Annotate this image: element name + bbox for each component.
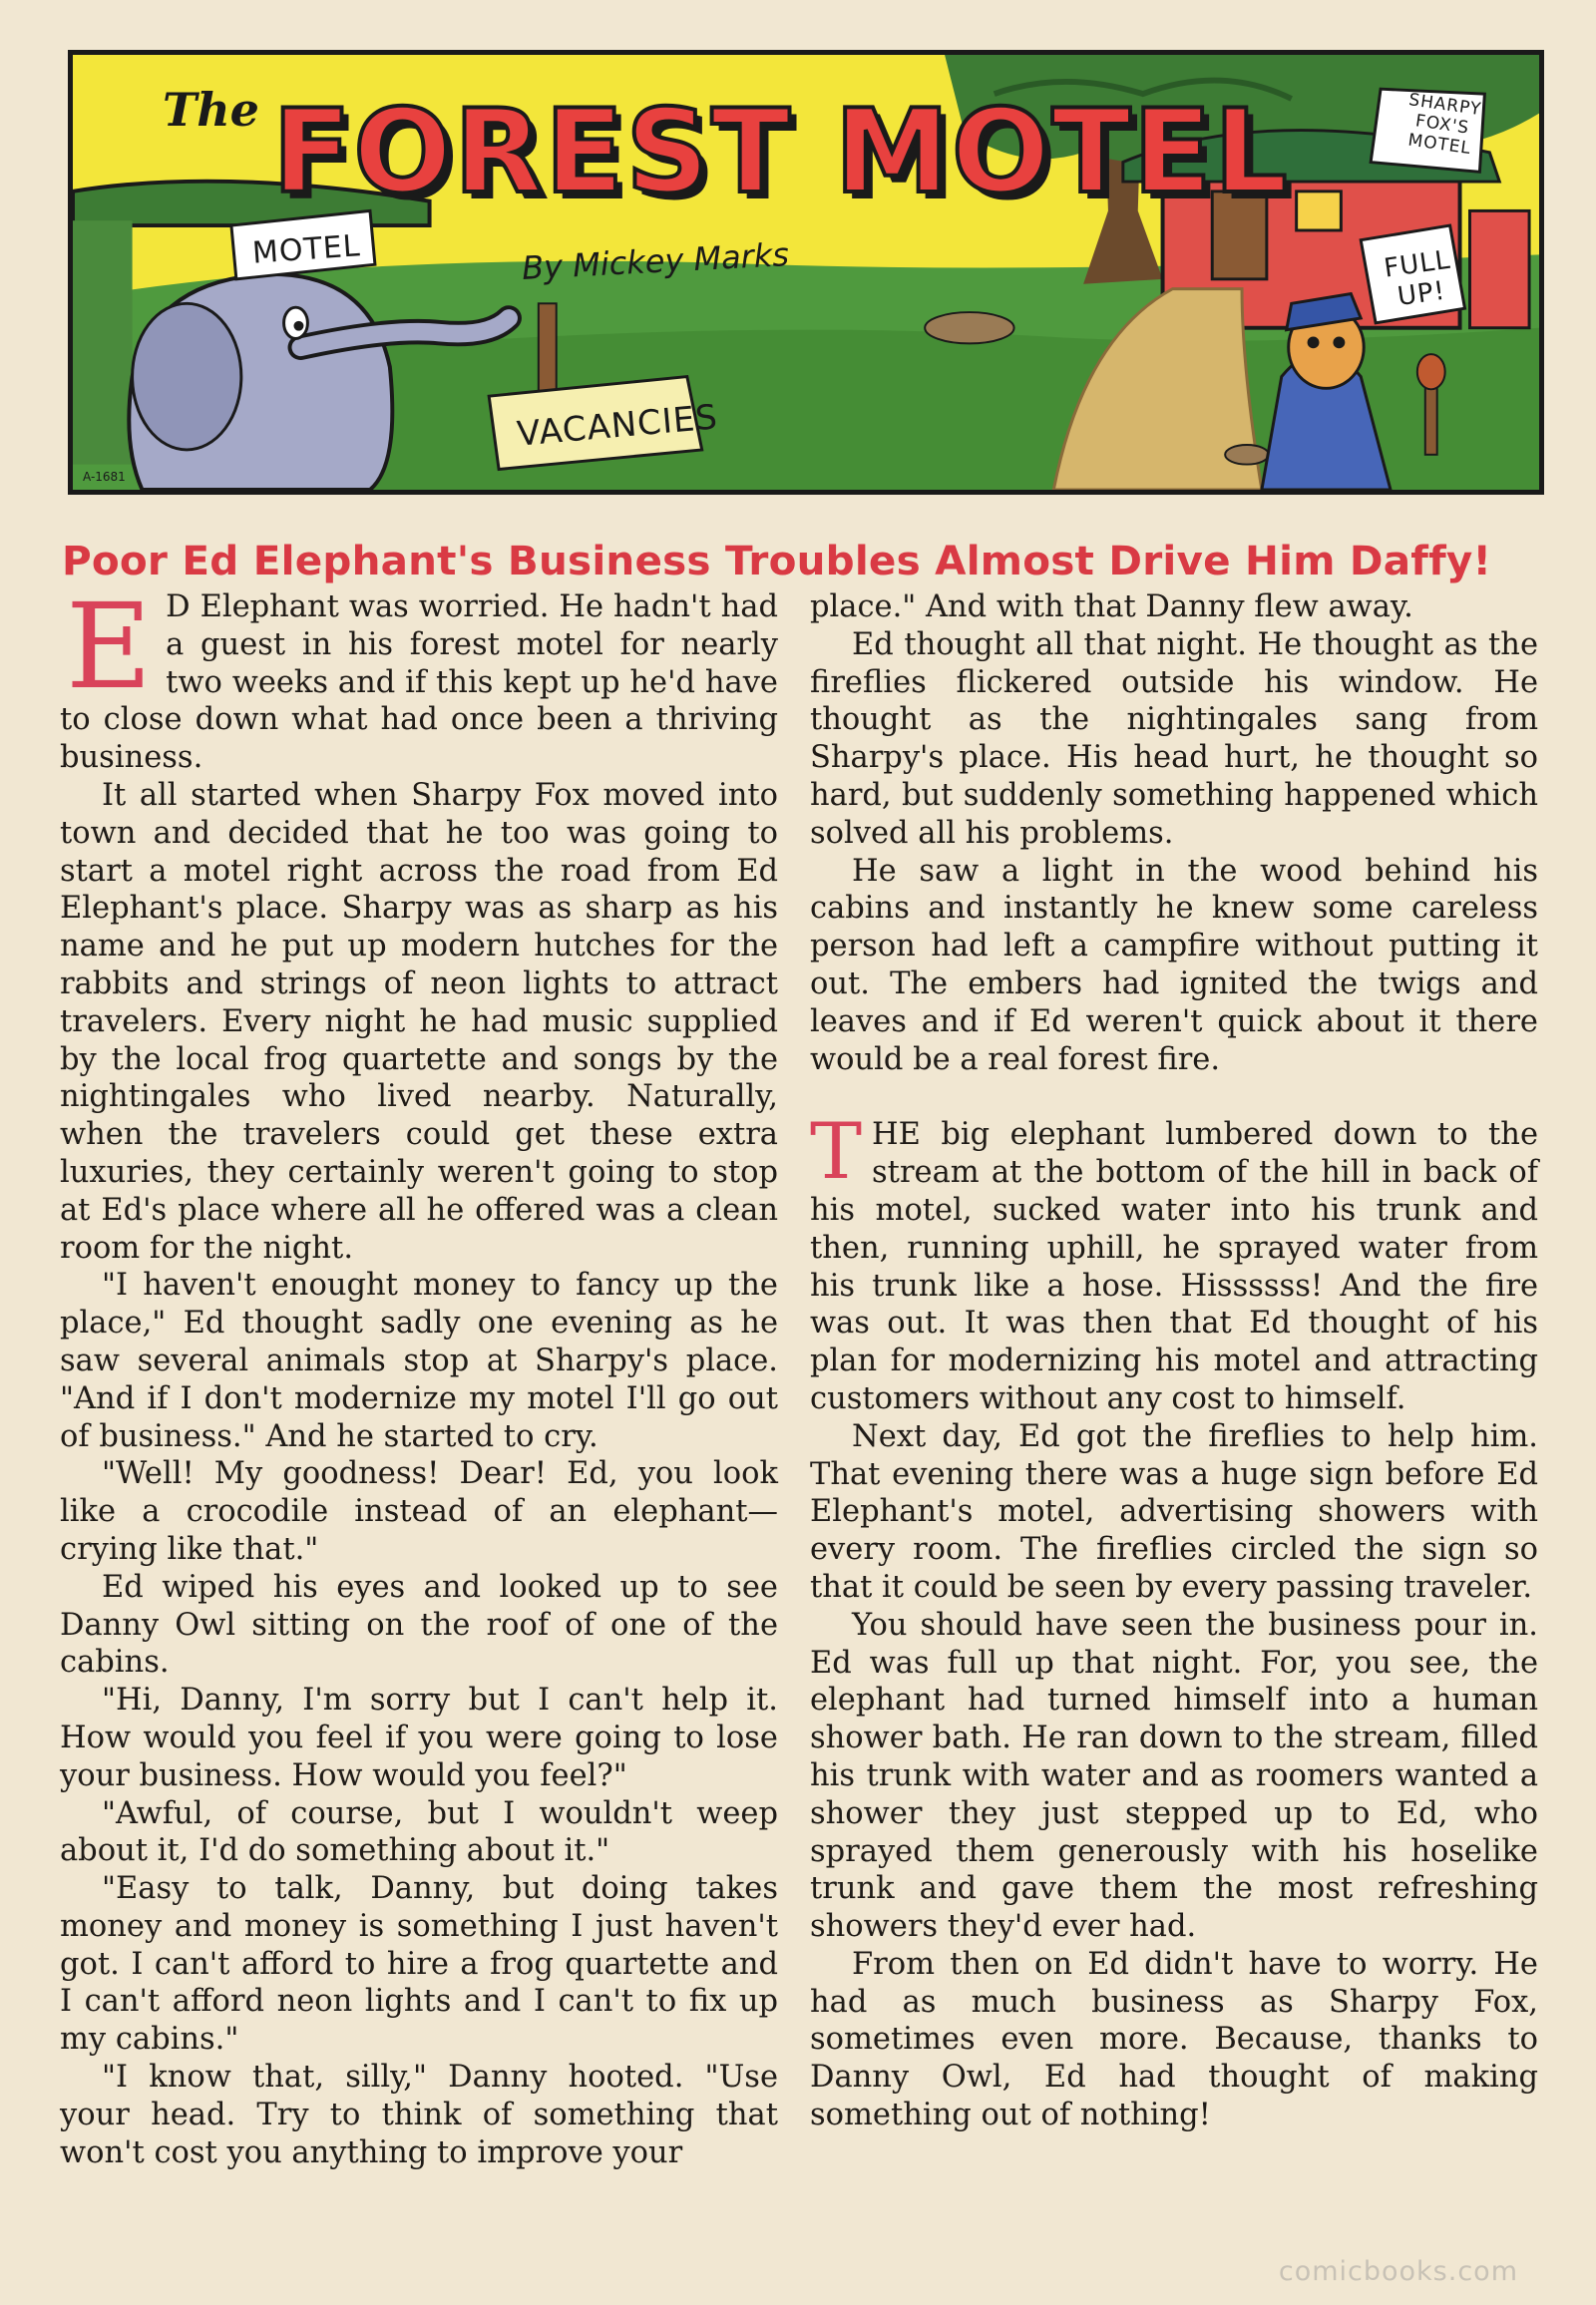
story-title: FOREST MOTEL [272, 85, 1290, 219]
section-break [810, 1078, 1538, 1116]
title-banner-illustration [68, 50, 1544, 495]
motel-sign-text: MOTEL [250, 228, 362, 271]
section-opening-paragraph [810, 1107, 1538, 1417]
opening-paragraph [60, 577, 778, 777]
fox-motel-sign-text: SHARPY FOX'S MOTEL [1406, 90, 1483, 160]
paragraph: Ed thought all that night. He thought as the fireflies flickered outside his window. He thought as the nightingales sang from Sharpy's place. His head hurt, he thought so hard, but suddenly something happened which solved all his problems. [810, 626, 1538, 851]
paragraph: "Awful, of course, but I wouldn't weep about it, I'd do something about it." [60, 1795, 778, 1869]
site-watermark: comicbooks.com [1278, 2256, 1518, 2287]
paragraph: It all started when Sharpy Fox moved into town and decided that he too was going to start a motel right across the road from Ed Elephant's place. Sharpy was as sharp as his name and he put up modern hutches for the rabbits and strings of neon lights to attract travelers. Every night he had music supplied by the local frog quartette and songs by the nightingales who lived nearby. Naturally, when the travelers could get these extra luxuries, they certainly weren't going to stop at Ed's place where all he offered was a clean room for the night. [60, 777, 778, 1266]
paragraph: You should have seen the business pour in. Ed was full up that night. For, you see, the elephant had turned himself into a human shower bath. He ran down to the stream, filled his trunk with water and as roomers wanted a shower they just stepped up to Ed, who sprayed them generously with his hoselike trunk and gave them the most refreshing showers they'd ever had. [810, 1607, 1538, 1945]
paragraph: From then on Ed didn't have to worry. He had as much business as Sharpy Fox, sometimes even more. Because, thanks to Danny Owl, Ed had thought of making something out of nothing! [810, 1946, 1538, 2133]
paragraph: "Hi, Danny, I'm sorry but I can't help it. How would you feel if you were going to lose your business. How would you feel?" [60, 1683, 778, 1793]
paragraph-text: HE big elephant lumbered down to the stream at the bottom of the hill in back of his motel, sucked water into his trunk and then, running uphill, he sprayed water from his trunk like a hose. Hissssss! And the fire was out. It was then that Ed thought of his plan for modernizing his motel and attracting customers without any cost to himself. [810, 1117, 1538, 1416]
vacancies-sign-text: VACANCIES [515, 397, 720, 455]
left-text-column [60, 577, 778, 2171]
paragraph: "I haven't enought money to fancy up the place," Ed thought sadly one evening as he saw several animals stop at Sharpy's place. "And if I don't modernize my motel I'll go out of business." And he started to cry. [60, 1268, 778, 1454]
paragraph: "I know that, silly," Danny hooted. "Use your head. Try to think of something that won't cost you anything to improve your [60, 2060, 778, 2170]
title-the-text: The [163, 83, 259, 137]
dropcap-letter: E [66, 577, 153, 715]
dropcap-letter: T [810, 1107, 863, 1198]
story-headline: Poor Ed Elephant's Business Troubles Almost Drive Him Daffy! [62, 537, 1492, 584]
author-byline: By Mickey Marks [521, 235, 790, 287]
paragraph: "Well! My goodness! Dear! Ed, you look like a crocodile instead of an elephant— crying like that." [60, 1456, 778, 1567]
paragraph: place." And with that Danny flew away. [810, 589, 1413, 624]
paragraph-text: D Elephant was worried. He hadn't had a guest in his forest motel for nearly two weeks and if this kept up he'd have to close down what had once been a thriving business. [60, 589, 778, 776]
right-text-column [810, 588, 1538, 2134]
paragraph: He saw a light in the wood behind his cabins and instantly he knew some careless person had left a campfire without putting it out. The embers had ignited the twigs and leaves and if Ed weren't quick about it there would be a real forest fire. [810, 853, 1538, 1077]
full-up-sign-text: FULL UP! [1382, 244, 1453, 313]
paragraph: "Easy to talk, Danny, but doing takes money and money is something I just haven't got. I can't afford to hire a frog quartette and I can't afford neon lights and I can't to fix up my cabins." [60, 1871, 778, 2058]
paragraph: Ed wiped his eyes and looked up to see Danny Owl sitting on the roof of one of the cabins. [60, 1569, 778, 1681]
art-code-text: A-1681 [83, 470, 126, 484]
paragraph: Next day, Ed got the fireflies to help him. That evening there was a huge sign before Ed Elephant's motel, advertising showers with every room. The fireflies circled the sign so that it could be seen by every passing traveler. [810, 1418, 1538, 1605]
